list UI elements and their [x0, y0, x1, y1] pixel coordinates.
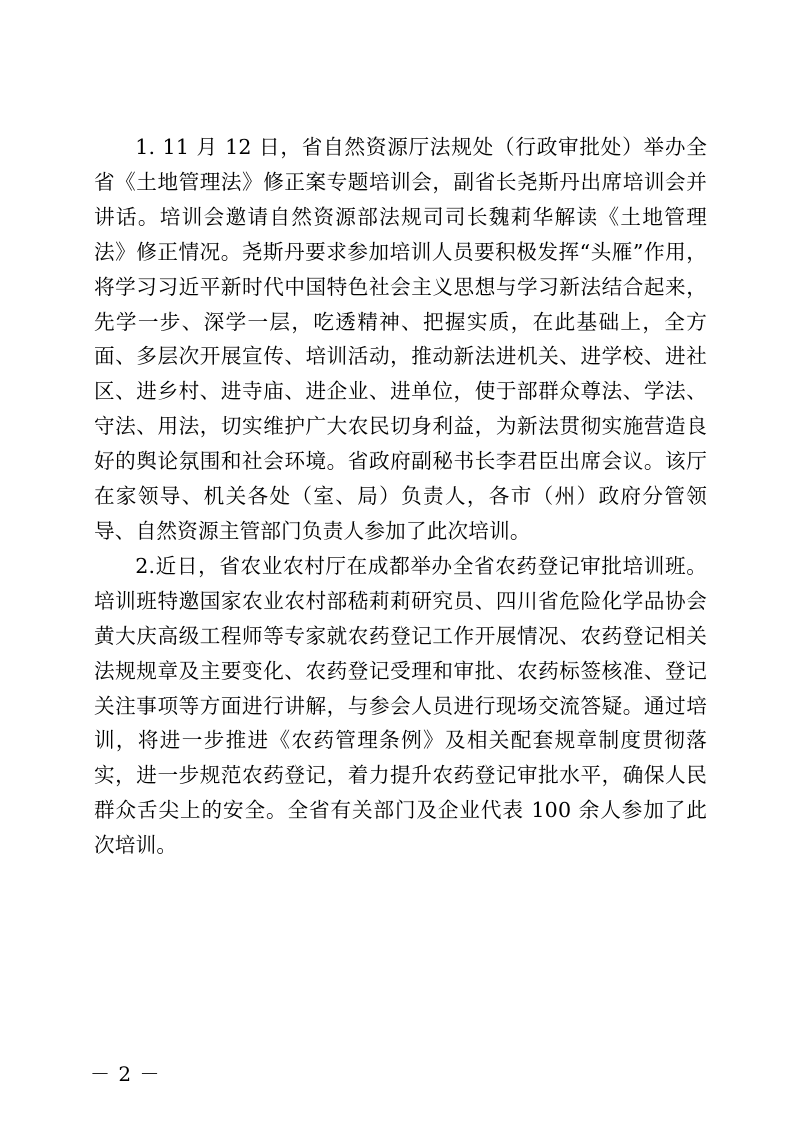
document-body	[94, 130, 707, 863]
paragraph-1: 1. 11 月 12 日，省自然资源厅法规处（行政审批处）举办全省《土地管理法》修正案专题培训会，副省长尧斯丹出席培训会并讲话。培训会邀请自然资源部法规司司长魏莉华解读《土地管理法》修正情况。尧斯丹要求参加培训人员要积极发挥“头雁”作用，将学习习近平新时代中国特色社会主义思想与学习新法结合起来，先学一步、深学一层，吃透精神、把握实质，在此基础上，全方面、多层次开展宣传、培训活动，推动新法进机关、进学校、进社区、进乡村、进寺庙、进企业、进单位，使于部群众尊法、学法、守法、用法，切实维护广大农民切身利益，为新法贯彻实施营造良好的舆论氛围和社会环境。省政府副秘书长李君臣出席会议。该厅在家领导、机关各处（室、局）负责人，各市（州）政府分管领导、自然资源主管部门负责人参加了此次培训。	[94, 135, 707, 543]
page-number: － 2 －	[90, 1062, 161, 1086]
paragraph-2: 2.近日，省农业农村厅在成都举办全省农药登记审批培训班。培训班特邀国家农业农村部嵇莉莉研究员、四川省危险化学品协会黄大庆高级工程师等专家就农药登记工作开展情况、农药登记相关法规规章及主要变化、农药登记受理和审批、农药标签核准、登记关注事项等方面进行讲解，与参会人员进行现场交流答疑。通过培训，将进一步推进《农药管理条例》及相关配套规章制度贯彻落实，进一步规范农药登记，着力提升农药登记审批水平，确保人民群众舌尖上的安全。全省有关部门及企业代表 100 余人参加了此次培训。	[94, 553, 707, 858]
